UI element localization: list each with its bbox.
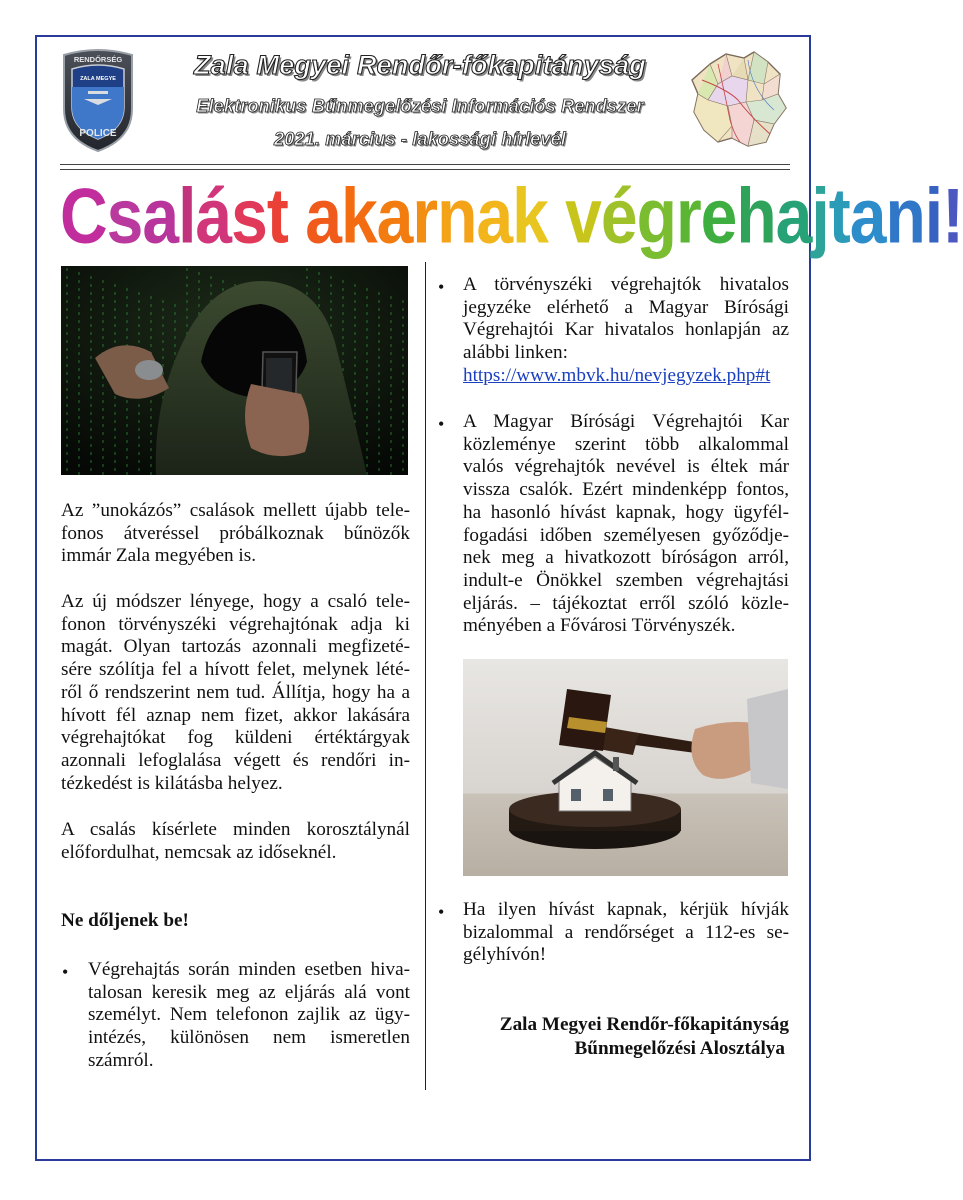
header-subtitle: Elektronikus Bűnmegelőzési Információs Rendszer	[196, 96, 644, 116]
headline-letter: g	[636, 171, 676, 259]
headline-letter	[288, 168, 305, 262]
text-line: fonon törvényszéki végrehajtónak adja ki	[61, 613, 410, 635]
text-line: magát. Olyan tartozás azonnali megfizeté-	[61, 636, 410, 658]
bullet-icon: •	[438, 277, 445, 297]
registry-link[interactable]: https://www.mbvk.hu/nevjegyzek.php#t	[463, 365, 771, 386]
zala-county-map	[688, 50, 788, 148]
header-title: Zala Megyei Rendőr-főkapitányság	[193, 50, 646, 80]
text-line: Ha ilyen hívást kapnak, kérjük hívják	[463, 899, 789, 920]
header-issue-date: 2021. március - lakossági hírlevél	[274, 129, 566, 149]
text-line: hívott fél aznap nem fizet, akkor lakására	[61, 704, 410, 726]
text-line: ha hasonló hívást kapnak, hogy ügyfél-	[463, 501, 789, 523]
headline-letter: á	[195, 171, 232, 259]
left-bullet-text	[88, 959, 410, 1073]
headline-letter: r	[412, 171, 438, 259]
headline-letter: t	[266, 171, 288, 259]
headline-letter: s	[231, 171, 267, 259]
text-line: személyt. Nem telefonon zajlik az ügy-	[88, 1004, 410, 1026]
text-line: indult-e Önökkel szemben végrehajtási	[463, 569, 789, 591]
header-rule	[60, 164, 790, 165]
text-line: Végrehajtás során minden esetben hiva-	[88, 959, 410, 980]
headline-letter	[548, 168, 565, 262]
headline-letter: a	[376, 171, 413, 259]
text-line: valós végrehajtók nevével is éltek már	[463, 456, 789, 478]
text-line: fogadási időben személyesen győződje-	[463, 524, 789, 546]
headline-letter: r	[675, 171, 701, 259]
headline-letter: i	[924, 171, 943, 259]
text-line: sére szólítja fel a hívott felet, melynek lété-	[61, 659, 410, 681]
headline-letter: l	[178, 171, 196, 259]
headline-letter: a	[775, 171, 812, 259]
text-line: talosan keresik meg az eljárás alá vont	[88, 981, 410, 1003]
headline-letter: a	[849, 171, 886, 259]
age-paragraph	[61, 819, 410, 864]
text-line: jegyzéke elérhető a Magyar Bírósági	[463, 296, 789, 318]
text-line: fonos átveréssel próbálkoznak bűnözők	[61, 522, 410, 544]
headline-letter: !	[942, 171, 963, 259]
headline-letter: j	[811, 171, 829, 259]
text-line: intézés, különösen nem ismeretlen	[88, 1027, 410, 1049]
notice-bullet-text	[463, 411, 789, 638]
gavel-house-photo	[463, 659, 788, 876]
column-divider	[425, 262, 426, 1090]
intro-paragraph	[61, 500, 410, 568]
headline-letter: k	[512, 171, 548, 259]
text-line: végrehajtókat fog küldeni értéktárgyak	[61, 727, 410, 749]
headline-rainbow	[60, 168, 963, 262]
headline-letter: n	[885, 171, 925, 259]
text-line: előfordulhat, nemcsak az időseknél.	[61, 841, 337, 863]
warning-heading: Ne dőljenek be!	[61, 910, 189, 931]
svg-text:ZALA MEGYE: ZALA MEGYE	[80, 76, 116, 82]
text-line: ményében a Fővárosi Törvényszék.	[463, 615, 736, 637]
method-paragraph	[61, 591, 410, 795]
signature-organization: Zala Megyei Rendőr-főkapitányság	[499, 1014, 789, 1035]
bullet-icon: •	[438, 414, 445, 434]
headline-letter: a	[476, 171, 513, 259]
text-line: nek meg a hivatkozott bíróságon arról,	[463, 547, 789, 569]
text-line: számról.	[88, 1049, 154, 1071]
text-line: Az ”unokázós” csalások mellett újabb tele-	[61, 500, 410, 521]
headline-letter: e	[700, 171, 737, 259]
registry-bullet-text	[463, 274, 789, 365]
call-police-bullet-text	[463, 899, 789, 967]
headline-letter: h	[736, 171, 776, 259]
text-line: immár Zala megyében is.	[61, 545, 257, 567]
headline-letter: a	[142, 171, 179, 259]
text-line: azonnali lefoglalása végett és rendőri in-	[61, 749, 410, 771]
police-badge-logo	[58, 47, 138, 152]
headline-letter: v	[565, 171, 601, 259]
headline-letter: a	[305, 171, 341, 259]
hooded-hacker-photo	[61, 266, 408, 475]
text-line: ről ő rendszerint nem tud. Állítja, hogy ha a	[61, 681, 410, 703]
text-line: közleménye szerint több alkalommal	[463, 433, 789, 455]
text-line: Az új módszer lényege, hogy a csaló tele-	[61, 591, 410, 612]
text-line: A törvényszéki végrehajtók hivatalos	[463, 274, 789, 295]
text-line: tézkedést is kilátásba helyez.	[61, 772, 283, 794]
text-line: A Magyar Bírósági Végrehajtói Kar	[463, 411, 789, 432]
svg-text:RENDŐRSÉG: RENDŐRSÉG	[73, 55, 123, 64]
headline-letter: t	[828, 171, 850, 259]
headline-letter: é	[600, 171, 637, 259]
headline-letter: s	[106, 171, 143, 259]
headline-letter: C	[60, 171, 107, 259]
signature-department: Bűnmegelőzési Alosztálya	[574, 1038, 785, 1059]
text-line: Végrehajtói Kar hivatalos honlapján az	[463, 319, 789, 341]
bullet-icon: •	[438, 902, 445, 922]
text-line: bizalommal a rendőrséget a 112-es se-	[463, 921, 789, 943]
text-line: eljárás. – tájékoztat erről szóló közle-	[463, 592, 789, 614]
bullet-icon: •	[62, 962, 69, 982]
headline-letter: n	[437, 171, 477, 259]
svg-text:POLICE: POLICE	[79, 128, 117, 139]
headline-letter: k	[340, 171, 377, 259]
text-line: A csalás kísérlete minden korosztálynál	[61, 819, 410, 840]
text-line: vissza csalók. Ezért mindenképp fontos,	[463, 479, 789, 501]
text-line: alábbi linken:	[463, 342, 568, 364]
text-line: gélyhívón!	[463, 944, 547, 966]
